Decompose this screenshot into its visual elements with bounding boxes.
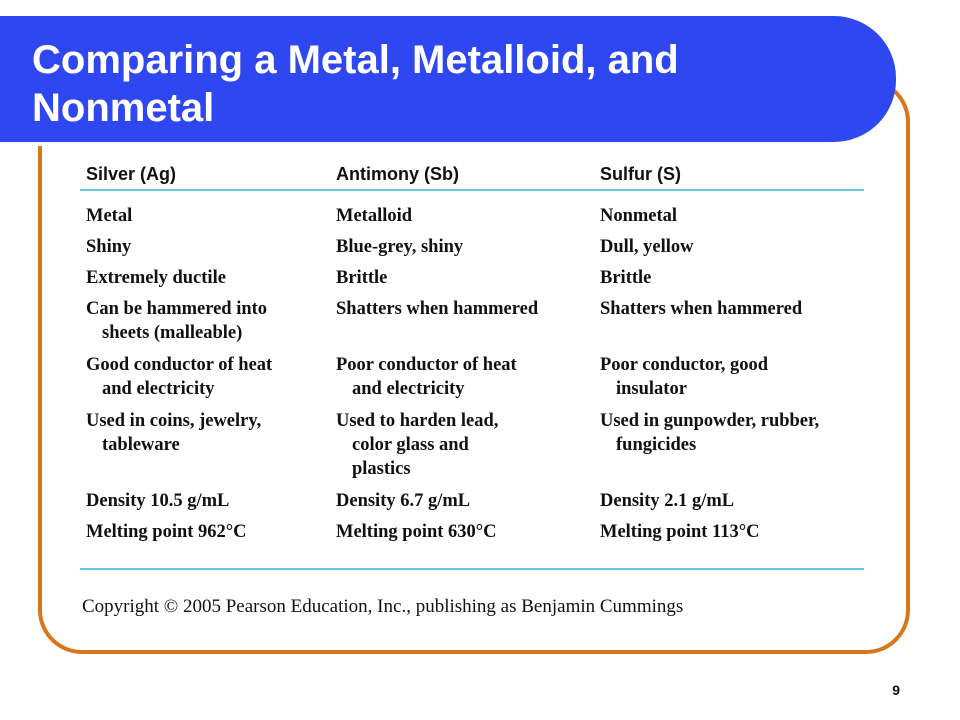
cell-text: Metalloid <box>336 206 413 226</box>
page-number: 9 <box>892 682 900 698</box>
cell-text: insulator <box>616 379 687 399</box>
header-rule <box>80 189 864 191</box>
table-cell <box>86 297 336 345</box>
table-cell <box>336 353 586 401</box>
cell-text: color glass and <box>352 435 469 455</box>
table-cell <box>600 204 850 228</box>
table-cell <box>86 489 336 513</box>
cell-text: Melting point 113°C <box>600 522 760 542</box>
table-cell <box>86 204 336 228</box>
table-cell <box>600 297 850 321</box>
table-cell <box>336 489 586 513</box>
cell-text: Dull, yellow <box>600 237 694 257</box>
table-cell <box>86 353 336 401</box>
table-cell <box>600 520 850 544</box>
cell-text: Nonmetal <box>600 206 678 226</box>
table-cell <box>336 520 586 544</box>
cell-text: Can be hammered into <box>86 299 268 319</box>
cell-text: Brittle <box>336 268 388 288</box>
cell-text: Blue-grey, shiny <box>336 237 464 257</box>
header-sulfur: Sulfur (S) <box>600 164 681 184</box>
table-cell <box>336 235 586 259</box>
cell-text: fungicides <box>616 435 697 455</box>
table-header <box>80 160 864 190</box>
cell-text: Poor conductor, good <box>600 355 769 375</box>
table-cell <box>600 266 850 290</box>
table-cell <box>336 297 586 321</box>
cell-text: sheets (malleable) <box>102 323 243 343</box>
table-cell <box>336 409 586 481</box>
cell-text: and electricity <box>102 379 215 399</box>
table-cell <box>86 266 336 290</box>
cell-text: Density 10.5 g/mL <box>86 491 230 511</box>
cell-text: plastics <box>352 459 411 479</box>
cell-text: Melting point 962°C <box>86 522 247 542</box>
cell-text: Extremely ductile <box>86 268 226 288</box>
table-cell <box>600 235 850 259</box>
cell-text: Density 6.7 g/mL <box>336 491 471 511</box>
cell-text: Brittle <box>600 268 652 288</box>
table-cell <box>600 489 850 513</box>
footer-rule <box>80 568 864 570</box>
cell-text: Shatters when hammered <box>600 299 803 319</box>
table-cell <box>600 353 850 401</box>
table-cell <box>86 409 336 457</box>
table-cell <box>336 266 586 290</box>
cell-text: and electricity <box>352 379 465 399</box>
table-cell <box>86 520 336 544</box>
header-silver: Silver (Ag) <box>86 164 177 184</box>
cell-text: Used in coins, jewelry, <box>86 411 262 431</box>
comparison-table <box>80 160 864 542</box>
cell-text: Metal <box>86 206 133 226</box>
cell-text: tableware <box>102 435 180 455</box>
slide-title: Comparing a Metal, Metalloid, and Nonmetal <box>32 38 679 130</box>
cell-text: Poor conductor of heat <box>336 355 517 375</box>
cell-text: Shiny <box>86 237 132 257</box>
cell-text: Density 2.1 g/mL <box>600 491 735 511</box>
title-band <box>0 16 896 142</box>
cell-text: Used to harden lead, <box>336 411 499 431</box>
table-cell <box>336 204 586 228</box>
cell-text: Melting point 630°C <box>336 522 497 542</box>
cell-text: Good conductor of heat <box>86 355 273 375</box>
table-cell <box>86 235 336 259</box>
cell-text: Shatters when hammered <box>336 299 539 319</box>
header-antimony: Antimony (Sb) <box>336 164 459 184</box>
title-underline <box>0 142 848 146</box>
copyright-text: Copyright © 2005 Pearson Education, Inc., publishing as Benjamin Cummings <box>82 596 684 617</box>
table-cell <box>600 409 850 457</box>
cell-text: Used in gunpowder, rubber, <box>600 411 820 431</box>
